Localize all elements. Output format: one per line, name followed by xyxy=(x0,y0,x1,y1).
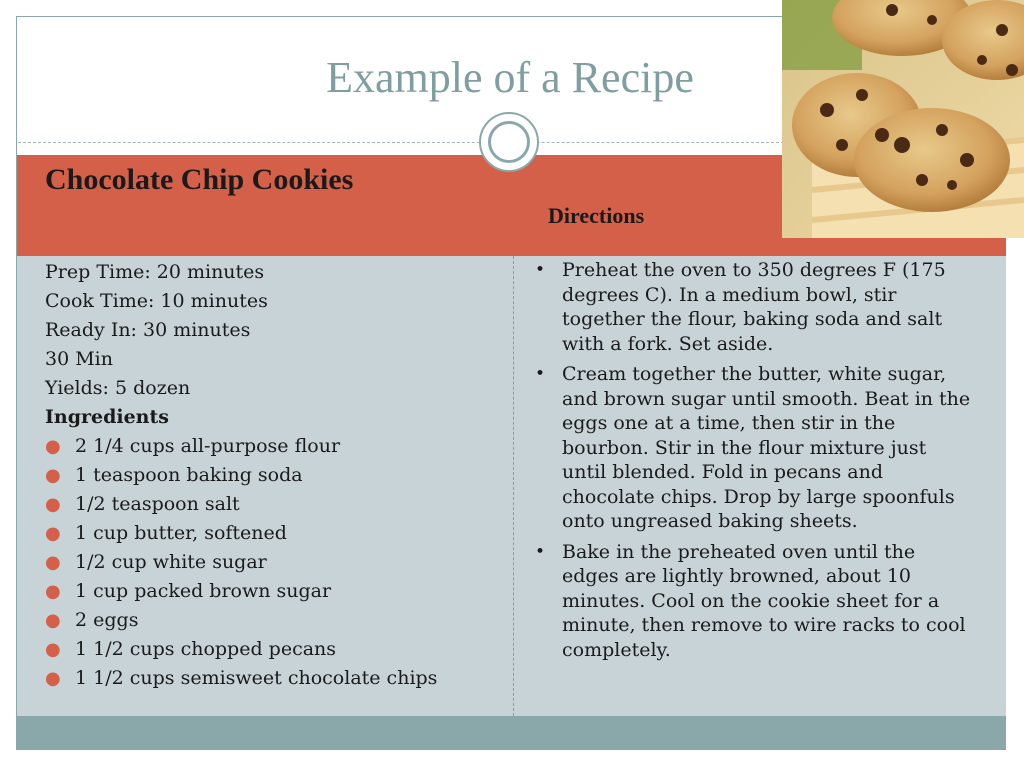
slide-title: Example of a Recipe xyxy=(326,53,694,102)
bullet-icon: ● xyxy=(45,523,61,544)
direction-text: Preheat the oven to 350 degrees F (175 degrees C). In a medium bowl, stir together the flour, baking soda and salt with a fork. Set aside. xyxy=(562,259,946,355)
direction-text: Cream together the butter, white sugar, and brown sugar until smooth. Beat in the eggs one at a time, then stir in the bourbon. Stir in the flour mixture just until blended. Fold in pecans and chocolate chips. Drop by large spoonfuls onto ungreased baking sheets. xyxy=(562,363,971,532)
directions-list xyxy=(533,258,973,662)
ingredient-text: 1 1/2 cups semisweet chocolate chips xyxy=(75,667,438,689)
prep-time: Prep Time: 20 minutes xyxy=(45,261,265,283)
ingredient-text: 2 eggs xyxy=(75,609,139,631)
cookie-photo-illustration xyxy=(782,0,1024,238)
ingredient-item xyxy=(45,664,505,693)
divider-ring-icon xyxy=(479,112,539,172)
ingredient-item xyxy=(45,432,505,461)
bullet-icon: ● xyxy=(45,639,61,660)
recipe-info-column xyxy=(45,258,505,693)
ingredient-text: 1 cup butter, softened xyxy=(75,522,287,544)
footer-band xyxy=(17,716,1006,750)
yields: Yields: 5 dozen xyxy=(45,377,191,399)
directions-heading: Directions xyxy=(548,203,645,228)
direction-step xyxy=(533,258,973,356)
cook-time: Cook Time: 10 minutes xyxy=(45,290,268,312)
total-time: 30 Min xyxy=(45,348,113,370)
bullet-icon: ● xyxy=(45,668,61,689)
recipe-name: Chocolate Chip Cookies xyxy=(45,163,354,196)
cookie-photo xyxy=(782,0,1024,238)
bullet-icon: • xyxy=(535,364,546,384)
bullet-icon: ● xyxy=(45,494,61,515)
ingredient-item xyxy=(45,490,505,519)
ingredient-item xyxy=(45,548,505,577)
divider-ring-inner xyxy=(488,121,530,163)
bullet-icon: • xyxy=(535,260,546,280)
ingredient-text: 1 cup packed brown sugar xyxy=(75,580,332,602)
ingredients-heading: Ingredients xyxy=(45,406,169,428)
ingredient-item xyxy=(45,461,505,490)
ingredient-item xyxy=(45,635,505,664)
direction-step xyxy=(533,362,973,534)
bullet-icon: ● xyxy=(45,436,61,457)
direction-step xyxy=(533,540,973,663)
title-divider xyxy=(18,142,784,143)
bullet-icon: ● xyxy=(45,581,61,602)
ingredient-item xyxy=(45,577,505,606)
bullet-icon: ● xyxy=(45,610,61,631)
ingredient-text: 1/2 cup white sugar xyxy=(75,551,267,573)
ingredient-text: 1 teaspoon baking soda xyxy=(75,464,303,486)
bullet-icon: ● xyxy=(45,465,61,486)
direction-text: Bake in the preheated oven until the edges are lightly browned, about 10 minutes. Cool on the cookie sheet for a minute, then remove to wire racks to cool completely. xyxy=(562,540,966,661)
ready-in: Ready In: 30 minutes xyxy=(45,319,251,341)
ingredient-text: 1/2 teaspoon salt xyxy=(75,493,240,515)
column-divider xyxy=(513,256,514,716)
ingredient-text: 1 1/2 cups chopped pecans xyxy=(75,638,337,660)
ingredient-text: 2 1/4 cups all-purpose flour xyxy=(75,435,341,457)
bullet-icon: • xyxy=(535,541,546,562)
directions-column xyxy=(533,258,973,668)
bullet-icon: ● xyxy=(45,552,61,573)
ingredient-item xyxy=(45,606,505,635)
ingredients-list xyxy=(45,432,505,693)
ingredient-item xyxy=(45,519,505,548)
